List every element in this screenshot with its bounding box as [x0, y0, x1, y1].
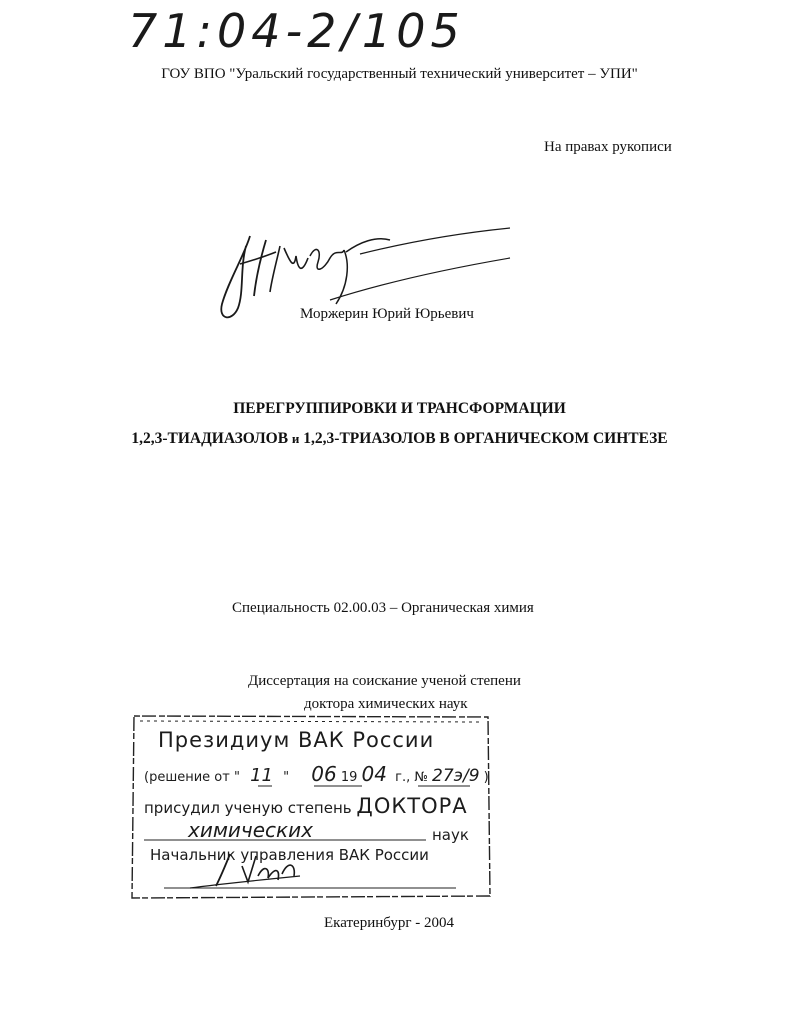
stamp-awarded: присудил ученую степень — [144, 799, 352, 817]
city-year: Екатеринбург - 2004 — [324, 915, 454, 931]
stamp-awarded-line — [144, 794, 468, 818]
stamp-decision-prefix: (решение от " — [144, 770, 240, 785]
specialty: Специальность 02.00.03 – Органическая химия — [232, 600, 534, 616]
dissertation-title-line1: ПЕРЕГРУППИРОВКИ И ТРАНСФОРМАЦИИ — [233, 400, 566, 417]
vak-stamp — [130, 714, 492, 899]
stamp-sciences: наук — [432, 826, 469, 844]
stamp-quote-close: " — [283, 770, 290, 785]
rights-note: На правах рукописи — [544, 139, 672, 155]
stamp-head: Начальник управления ВАК России — [150, 846, 429, 864]
title-thiadiazoles: 1,2,3-ТИАДИАЗОЛОВ — [131, 430, 289, 447]
title-conjunction: и — [291, 431, 300, 446]
stamp-field: химических — [188, 818, 313, 842]
archive-number: 71:04-2/105 — [128, 4, 465, 58]
stamp-year-prefix: 19 — [340, 770, 358, 785]
stamp-degree: ДОКТОРА — [356, 794, 468, 818]
dissertation-title-line2 — [0, 430, 799, 448]
dissertation-degree-line1: Диссертация на соискание ученой степени — [248, 673, 521, 689]
stamp-decision-line — [144, 762, 489, 786]
stamp-number-prefix: г., № — [395, 770, 428, 785]
author-name: Моржерин Юрий Юрьевич — [300, 306, 474, 322]
stamp-title: Президиум ВАК России — [158, 728, 435, 752]
stamp-day: 11 — [250, 765, 273, 786]
dissertation-degree-line2: доктора химических наук — [304, 696, 468, 712]
institution-header: ГОУ ВПО "Уральский государственный технический университет – УПИ" — [161, 66, 638, 82]
title-triazoles: 1,2,3-ТРИАЗОЛОВ В ОРГАНИЧЕСКОМ СИНТЕЗЕ — [303, 430, 668, 447]
stamp-paren-close: ) — [483, 770, 489, 785]
stamp-month: 06 — [311, 762, 337, 786]
stamp-year: 04 — [361, 762, 387, 786]
stamp-number: 27э/9 — [432, 766, 480, 786]
